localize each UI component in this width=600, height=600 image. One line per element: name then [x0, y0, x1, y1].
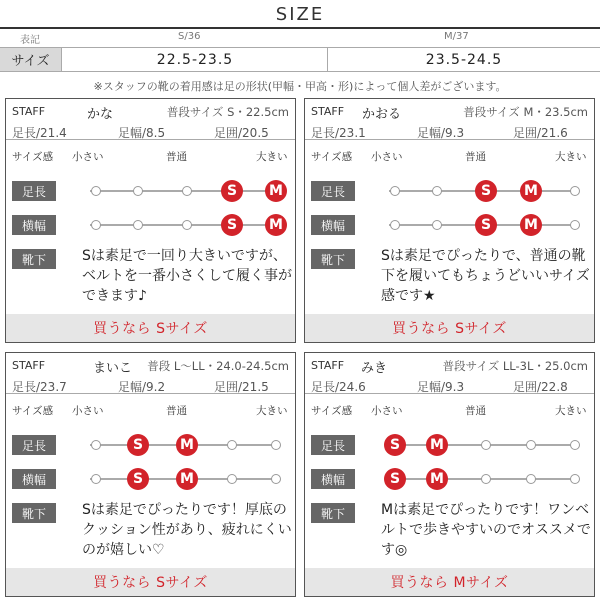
scale-dot [271, 474, 281, 484]
scale-dot [481, 440, 491, 450]
staff-comment: Mは素足でぴったりです！ワンベルトで歩きやすいのでオススメです◎ [381, 502, 591, 558]
col-s-header: S/36 [178, 31, 201, 42]
scale-large: 大きい [256, 151, 288, 163]
foot-width: 足幅/9.3 [417, 380, 465, 394]
scale-dot [271, 440, 281, 450]
usual-size: 普段サイズ S・22.5cm [166, 105, 289, 119]
size-title: SIZE [275, 4, 325, 25]
size-m-marker: M [265, 214, 287, 236]
size-s-marker: S [384, 434, 406, 456]
size-m-marker: M [520, 214, 542, 236]
foot-measurements [305, 122, 594, 140]
recommended-size: 買うなら Sサイズ [305, 314, 594, 342]
scale-dot [133, 220, 143, 230]
size-m-marker: M [426, 434, 448, 456]
size-feel-label: サイズ感 [311, 151, 353, 163]
scale-normal: 普通 [465, 151, 486, 163]
size-s-marker: S [127, 468, 149, 490]
foot-width: 足幅/9.3 [417, 126, 465, 140]
scale-dot [481, 474, 491, 484]
scale-dot [432, 220, 442, 230]
foot-measurements [6, 122, 295, 140]
size-m-marker: M [176, 468, 198, 490]
foot-circumference: 足囲/21.6 [513, 126, 568, 140]
staff-name: みき [361, 361, 388, 376]
scale-small: 小さい [72, 151, 104, 163]
scale-header [6, 403, 295, 419]
usual-size: 普段 L～LL・24.0-24.5cm [147, 359, 289, 373]
staff-name: まいこ [93, 361, 133, 376]
foot-length: 足長/23.1 [311, 126, 366, 140]
scale-dot [182, 220, 192, 230]
row-label-shoes: 靴下 [311, 503, 355, 523]
header-label: 表記 [20, 35, 40, 46]
row-label-length: 足長 [311, 435, 355, 455]
scale-dot [570, 220, 580, 230]
staff-comment: Sは素足で一回り大きいですが、ベルトを一番小さくして履く事ができます♪ [82, 248, 292, 304]
scale-dot [570, 186, 580, 196]
scale-normal: 普通 [166, 405, 187, 417]
title-rule [0, 27, 600, 29]
staff-label: STAFF [12, 105, 46, 118]
scale-dot [91, 186, 101, 196]
scale-dot [432, 186, 442, 196]
row-label-length: 足長 [12, 181, 56, 201]
foot-measurements [6, 376, 295, 394]
scale-small: 小さい [371, 405, 403, 417]
recommended-size: 買うなら Sサイズ [6, 314, 295, 342]
card-header [311, 103, 588, 121]
card-header [12, 103, 289, 121]
foot-length: 足長/21.4 [12, 126, 67, 140]
foot-length: 足長/23.7 [12, 380, 67, 394]
scale-dot [526, 474, 536, 484]
size-s-marker: S [475, 214, 497, 236]
scale-dot [570, 474, 580, 484]
size-table [0, 31, 600, 72]
scale-dot [91, 474, 101, 484]
size-feel-label: サイズ感 [12, 405, 54, 417]
staff-card [304, 352, 595, 597]
card-header [12, 357, 289, 375]
foot-measurements [305, 376, 594, 394]
size-row [0, 47, 600, 72]
size-s-marker: S [127, 434, 149, 456]
row-label-shoes: 靴下 [12, 503, 56, 523]
size-m-marker: M [265, 180, 287, 202]
scale-dot [91, 440, 101, 450]
scale-large: 大きい [555, 405, 587, 417]
size-row-label: サイズ [0, 48, 62, 71]
scale-dot [570, 440, 580, 450]
staff-card [304, 98, 595, 343]
size-table-header [0, 31, 600, 45]
foot-circumference: 足囲/21.5 [214, 380, 269, 394]
row-label-width: 横幅 [311, 215, 355, 235]
staff-card [5, 352, 296, 597]
staff-label: STAFF [311, 105, 345, 118]
usual-size: 普段サイズ LL-3L・25.0cm [442, 359, 588, 373]
scale-header [305, 403, 594, 419]
scale-dot [390, 186, 400, 196]
size-m-marker: M [426, 468, 448, 490]
scale-dot [390, 220, 400, 230]
scale-dot [133, 186, 143, 196]
scale-dot [182, 186, 192, 196]
staff-name: かな [87, 107, 114, 122]
row-label-length: 足長 [311, 181, 355, 201]
row-label-shoes: 靴下 [311, 249, 355, 269]
recommended-size: 買うなら Sサイズ [6, 568, 295, 596]
size-feel-label: サイズ感 [311, 405, 353, 417]
foot-circumference: 足囲/20.5 [214, 126, 269, 140]
scale-dot [227, 474, 237, 484]
staff-label: STAFF [311, 359, 345, 372]
size-m-marker: M [520, 180, 542, 202]
foot-length: 足長/24.6 [311, 380, 366, 394]
scale-dot [91, 220, 101, 230]
row-label-width: 横幅 [311, 469, 355, 489]
scale-header [6, 149, 295, 165]
scale-normal: 普通 [465, 405, 486, 417]
staff-card [5, 98, 296, 343]
scale-small: 小さい [72, 405, 104, 417]
size-m-range: 23.5-24.5 [425, 51, 503, 68]
foot-width: 足幅/8.5 [118, 126, 166, 140]
scale-dot [227, 440, 237, 450]
size-s-range: 22.5-23.5 [156, 51, 234, 68]
row-label-shoes: 靴下 [12, 249, 56, 269]
foot-circumference: 足囲/22.8 [513, 380, 568, 394]
usual-size: 普段サイズ M・23.5cm [463, 105, 588, 119]
scale-small: 小さい [371, 151, 403, 163]
scale-normal: 普通 [166, 151, 187, 163]
recommended-size: 買うなら Mサイズ [305, 568, 594, 596]
scale-header [305, 149, 594, 165]
staff-name: かおる [362, 107, 402, 122]
size-feel-label: サイズ感 [12, 151, 54, 163]
size-s-marker: S [221, 214, 243, 236]
scale-large: 大きい [555, 151, 587, 163]
row-label-length: 足長 [12, 435, 56, 455]
scale-dot [526, 440, 536, 450]
fit-note: ※スタッフの靴の着用感は足の形状(甲幅・甲高・形)によって個人差がございます。 [93, 80, 507, 93]
scale-large: 大きい [256, 405, 288, 417]
card-header [311, 357, 588, 375]
size-s-marker: S [475, 180, 497, 202]
staff-comment: Sは素足でぴったりです！厚底のクッション性があり、疲れにくいのが嬉しい♡ [82, 502, 292, 558]
staff-comment: Sは素足でぴったりで、普通の靴下を履いてもちょうどいいサイズ感です★ [381, 248, 590, 304]
staff-label: STAFF [12, 359, 46, 372]
row-label-width: 横幅 [12, 215, 56, 235]
size-s-marker: S [384, 468, 406, 490]
size-m-marker: M [176, 434, 198, 456]
size-s-marker: S [221, 180, 243, 202]
foot-width: 足幅/9.2 [118, 380, 166, 394]
row-label-width: 横幅 [12, 469, 56, 489]
col-m-header: M/37 [444, 31, 469, 42]
